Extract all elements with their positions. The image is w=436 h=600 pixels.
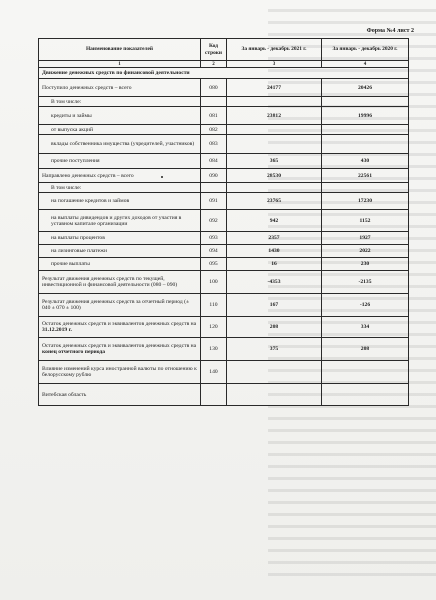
row-code: 084 [201,154,227,169]
value-current: 23812 [227,107,322,125]
value-current [227,384,322,406]
row-code: 082 [201,125,227,135]
value-prev: 334 [322,317,409,338]
row-label: Витебская область [39,384,201,406]
value-current: 942 [227,210,322,232]
row-code: 094 [201,245,227,258]
row-label: на выплаты дивидендов и других доходов от участия в уставном капитале организации [39,210,201,232]
column-number: 1 [39,61,201,68]
header-name: Наименование показателей [39,39,201,61]
value-prev: -2135 [322,271,409,294]
value-current [227,97,322,107]
cash-flow-table [38,38,409,406]
value-prev: 430 [322,154,409,169]
value-current [227,361,322,384]
table-row [39,271,409,294]
value-current: -4353 [227,271,322,294]
value-prev: 22561 [322,169,409,183]
value-prev: 230 [322,258,409,271]
table-row [39,169,409,183]
value-current: 28530 [227,169,322,183]
value-prev: 17230 [322,193,409,210]
table-row [39,384,409,406]
value-prev [322,97,409,107]
value-current [227,183,322,193]
row-code: 130 [201,338,227,361]
value-prev [322,183,409,193]
value-current: 375 [227,338,322,361]
row-code [201,97,227,107]
value-current: 365 [227,154,322,169]
row-label: Результат движения денежных средств по текущей, инвестиционной и финансовой деятельности (080 – 090) [39,271,201,294]
row-code: 095 [201,258,227,271]
table-row [39,258,409,271]
table-row [39,245,409,258]
value-current: 16 [227,258,322,271]
value-prev: 1152 [322,210,409,232]
section-row [39,68,409,79]
table-row [39,338,409,361]
table-row [39,361,409,384]
value-current [227,135,322,154]
row-code: 100 [201,271,227,294]
row-label: вклады собственника имущества (учредителей, участников) [39,135,201,154]
value-current: 24177 [227,79,322,97]
row-code: 140 [201,361,227,384]
row-label: Поступило денежных средств – всего [39,79,201,97]
column-number: 4 [322,61,409,68]
row-label: Направлено денежных средств – всего [39,169,201,183]
table-row [39,79,409,97]
column-numbers-row [39,61,409,68]
value-prev: 208 [322,338,409,361]
row-code: 091 [201,193,227,210]
row-label-date: 31.12.2019 г. [42,327,72,333]
table-row [39,183,409,193]
row-label: кредиты и займы [39,107,201,125]
row-label: В том числе: [39,97,201,107]
row-label-date: конец отчетного периода [42,349,106,355]
table-row [39,232,409,245]
value-current: 167 [227,294,322,317]
row-code [201,384,227,406]
value-current: 208 [227,317,322,338]
table-row [39,210,409,232]
header-period-prev: За январь - декабрь 2020 г. [322,39,409,61]
column-number: 2 [201,61,227,68]
table-row [39,135,409,154]
value-prev: 19996 [322,107,409,125]
value-current [227,125,322,135]
row-label [39,317,201,338]
form-label: Форма №4 лист 2 [366,28,414,34]
table-row [39,97,409,107]
row-code: 120 [201,317,227,338]
row-code: 092 [201,210,227,232]
value-prev: 1927 [322,232,409,245]
row-code: 081 [201,107,227,125]
value-prev [322,361,409,384]
header-period-current: За январь - декабрь 2021 г. [227,39,322,61]
row-code: 110 [201,294,227,317]
value-prev: -126 [322,294,409,317]
value-prev [322,135,409,154]
table-row [39,193,409,210]
value-prev [322,125,409,135]
table-row [39,294,409,317]
value-current: 23765 [227,193,322,210]
row-label: В том числе: [39,183,201,193]
row-label: прочие поступления [39,154,201,169]
row-code: 090 [201,169,227,183]
value-current: 2357 [227,232,322,245]
row-label-text: Остаток денежных средств и эквивалентов денежных средств на [42,343,197,349]
value-current: 1430 [227,245,322,258]
row-code: 083 [201,135,227,154]
table-row [39,125,409,135]
row-label: Влияние изменений курса иностранной валюты по отношению к белорусскому рублю [39,361,201,384]
row-label-text: Остаток денежных средств и эквивалентов денежных средств на [42,321,197,327]
section-title: Движение денежных средств по финансовой деятельности [39,68,409,79]
stray-mark [161,176,163,178]
value-prev: 2022 [322,245,409,258]
row-code: 080 [201,79,227,97]
row-label: на погашение кредитов и займов [39,193,201,210]
table-row [39,154,409,169]
row-code: 093 [201,232,227,245]
header-code: Код строки [201,39,227,61]
row-label: прочие выплаты [39,258,201,271]
row-label: на выплаты процентов [39,232,201,245]
row-code [201,183,227,193]
column-number: 3 [227,61,322,68]
row-label: от выпуска акций [39,125,201,135]
table-row [39,107,409,125]
table-header [39,39,409,61]
row-label: на лизинговые платежи [39,245,201,258]
row-label [39,338,201,361]
table-row [39,317,409,338]
value-prev: 20426 [322,79,409,97]
value-prev [322,384,409,406]
row-label: Результат движения денежных средств за отчетный период (± 040 ± 070 ± 100) [39,294,201,317]
